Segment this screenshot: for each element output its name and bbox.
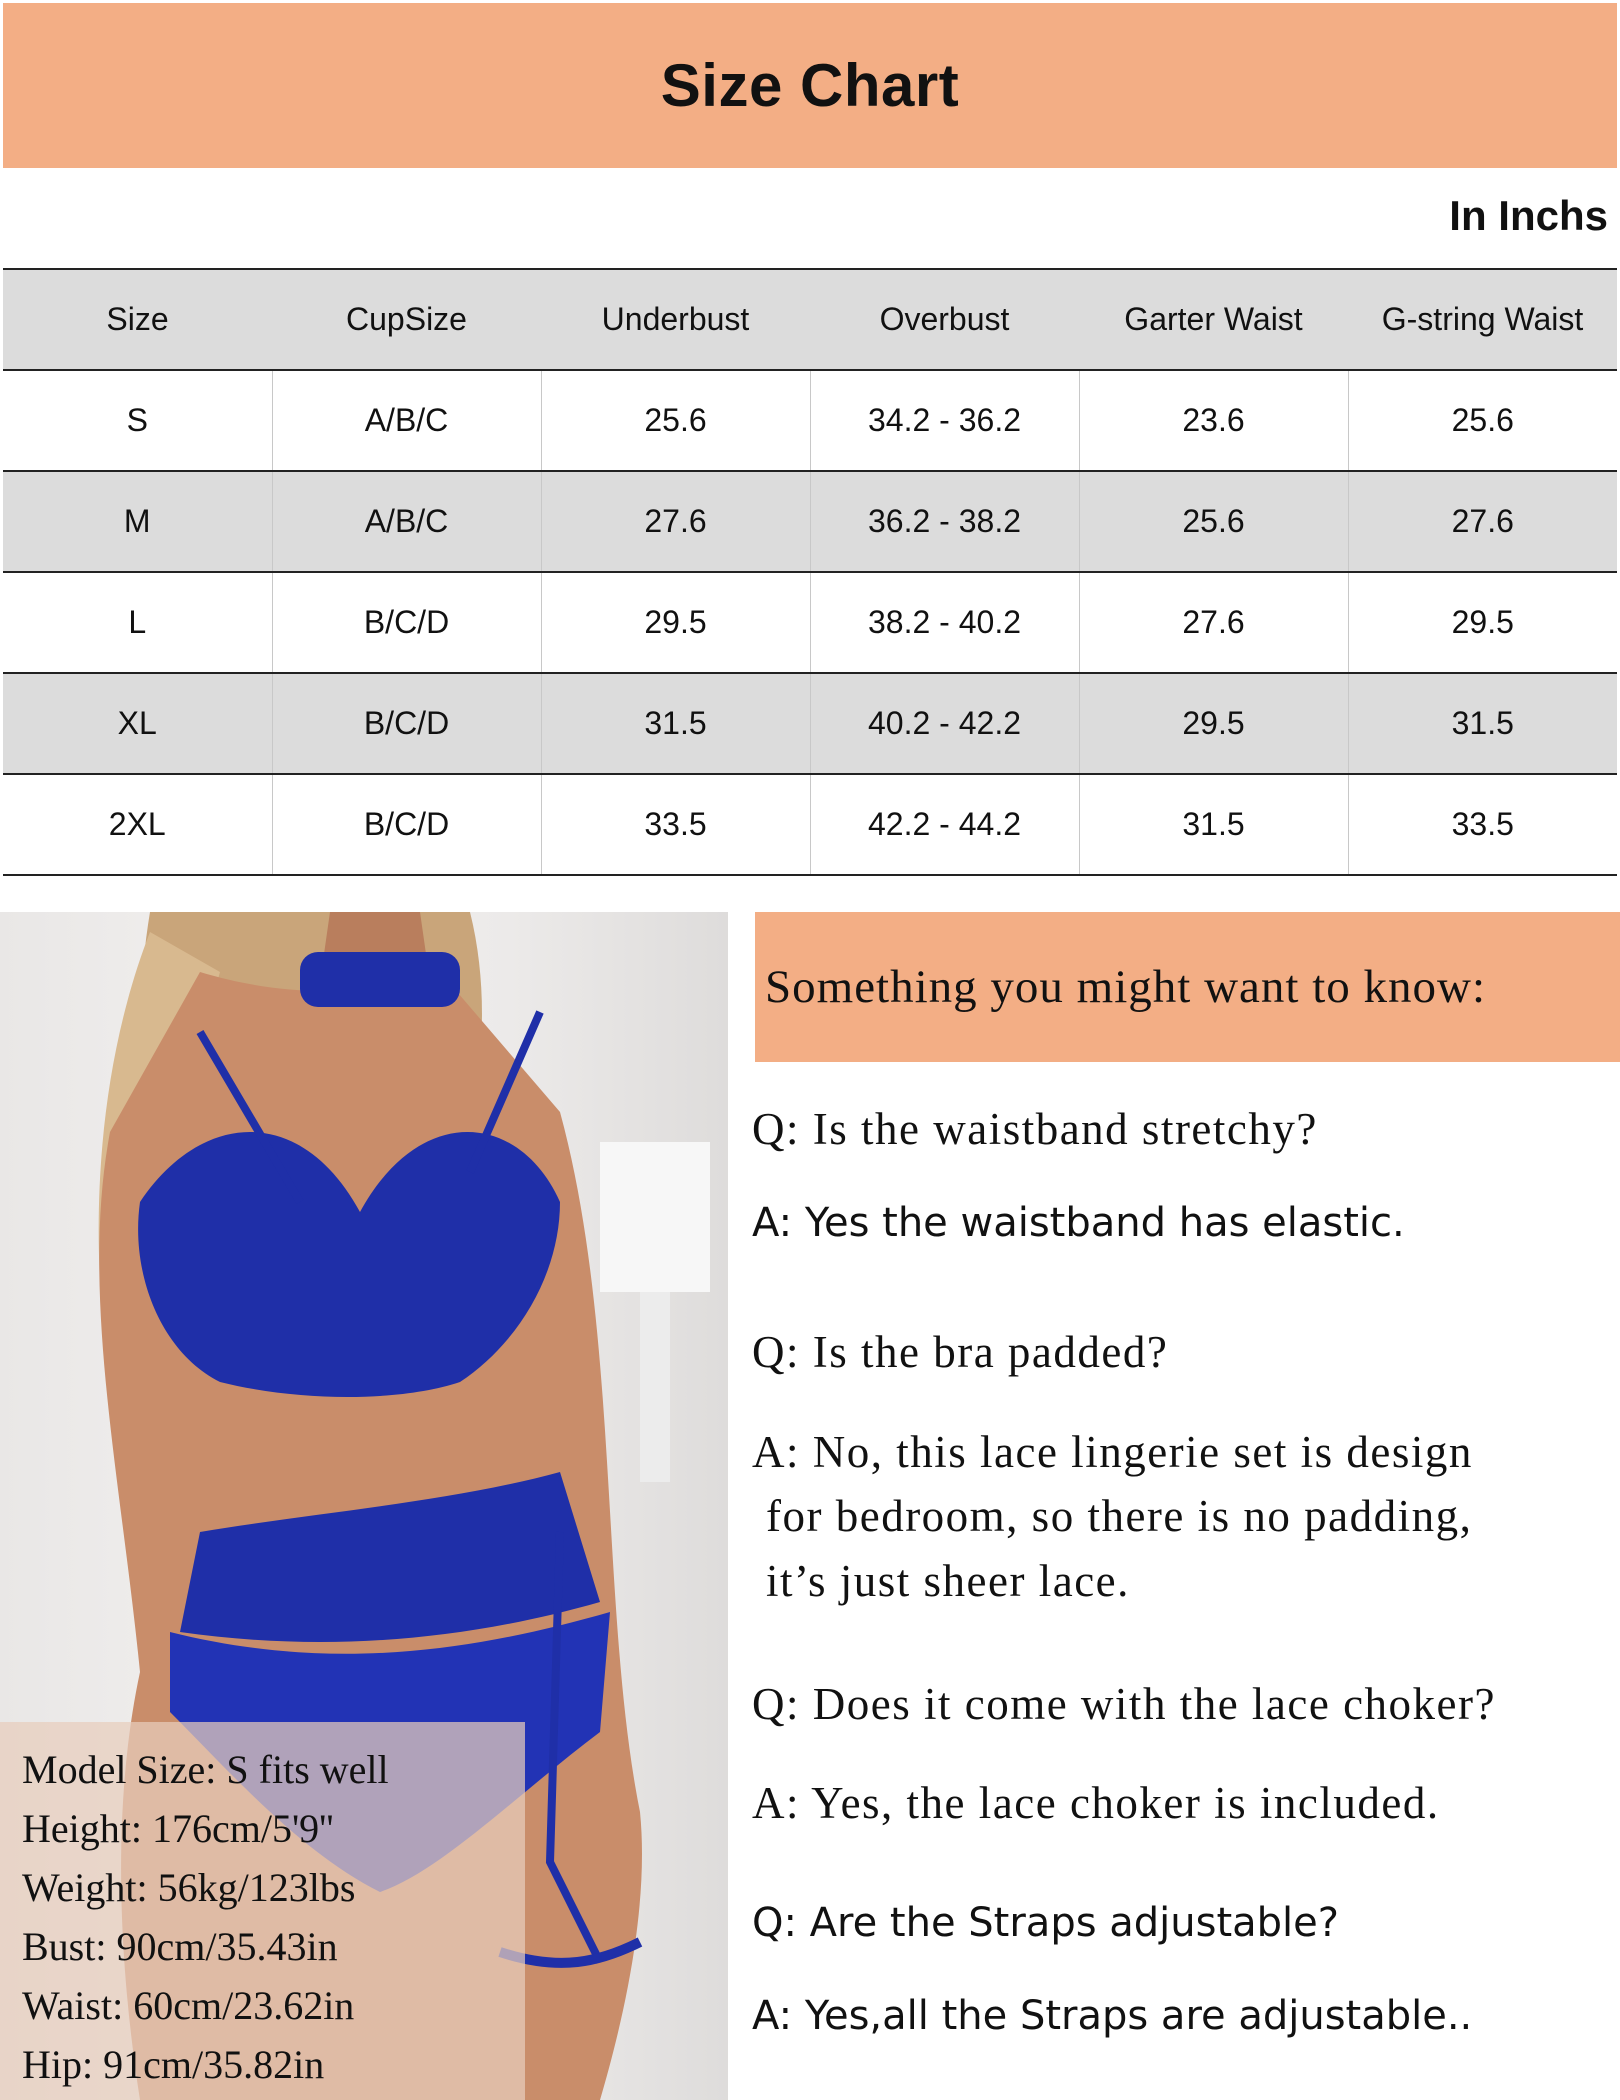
table-cell: A/B/C xyxy=(272,471,541,572)
model-size-line: Model Size: S fits well xyxy=(22,1747,389,1792)
table-cell: 38.2 - 40.2 xyxy=(810,572,1079,673)
table-row xyxy=(3,370,1617,471)
column-header: G-string Waist xyxy=(1381,301,1584,337)
table-row xyxy=(3,572,1617,673)
table-cell: 36.2 - 38.2 xyxy=(810,471,1079,572)
table-row xyxy=(3,471,1617,572)
table-cell: 31.5 xyxy=(1079,774,1348,875)
table-cell: 31.5 xyxy=(541,673,810,774)
faq-heading-banner xyxy=(755,912,1620,1062)
table-cell: 23.6 xyxy=(1079,370,1348,471)
page-title: Size Chart xyxy=(660,52,960,119)
lamp-shade xyxy=(600,1142,710,1292)
table-cell: 29.5 xyxy=(541,572,810,673)
column-header: Overbust xyxy=(879,301,1010,337)
model-bust-line: Bust: 90cm/35.43in xyxy=(22,1924,338,1969)
table-cell: B/C/D xyxy=(272,673,541,774)
table-cell: 27.6 xyxy=(1348,471,1617,572)
table-cell: 27.6 xyxy=(541,471,810,572)
table-cell: 25.6 xyxy=(1079,471,1348,572)
table-cell: B/C/D xyxy=(272,774,541,875)
faq-question-4: Q: Are the Straps adjustable? xyxy=(752,1900,1340,1946)
faq-question-2: Q: Is the bra padded? xyxy=(752,1327,1169,1377)
table-cell: 33.5 xyxy=(541,774,810,875)
table-cell: M xyxy=(123,503,151,539)
table-cell: 31.5 xyxy=(1348,673,1617,774)
model-waist-line: Waist: 60cm/23.62in xyxy=(22,1983,355,2028)
model-size-info xyxy=(0,1722,525,2100)
table-cell: 29.5 xyxy=(1348,572,1617,673)
size-chart-table xyxy=(3,268,1617,876)
column-header: Garter Waist xyxy=(1124,301,1303,337)
table-cell: 29.5 xyxy=(1079,673,1348,774)
faq-answer-2-line-2: for bedroom, so there is no padding, xyxy=(766,1491,1473,1541)
table-cell: 34.2 - 36.2 xyxy=(810,370,1079,471)
faq-answer-1: A: Yes the waistband has elastic. xyxy=(752,1200,1405,1246)
model-weight-line: Weight: 56kg/123lbs xyxy=(22,1865,356,1910)
table-cell: 25.6 xyxy=(541,370,810,471)
table-cell: 27.6 xyxy=(1079,572,1348,673)
table-cell: A/B/C xyxy=(272,370,541,471)
lamp-stand xyxy=(640,1292,670,1482)
faq-answer-4: A: Yes,all the Straps are adjustable.. xyxy=(752,1993,1473,2039)
column-header: Underbust xyxy=(601,301,750,337)
faq-heading: Something you might want to know: xyxy=(765,961,1487,1013)
unit-label: In Inchs xyxy=(1449,192,1608,239)
faq-answer-3: A: Yes, the lace choker is included. xyxy=(752,1778,1440,1828)
table-cell: B/C/D xyxy=(272,572,541,673)
table-cell: 33.5 xyxy=(1348,774,1617,875)
table-cell: S xyxy=(126,402,148,438)
table-cell: 42.2 - 44.2 xyxy=(810,774,1079,875)
column-header: CupSize xyxy=(346,301,467,337)
model-hip-line: Hip: 91cm/35.82in xyxy=(22,2042,325,2087)
table-cell: 40.2 - 42.2 xyxy=(810,673,1079,774)
faq-question-3: Q: Does it come with the lace choker? xyxy=(752,1679,1496,1729)
faq-answer-2-line-1: A: No, this lace lingerie set is design xyxy=(752,1427,1473,1477)
lace-choker xyxy=(300,952,460,1007)
model-height-line: Height: 176cm/5'9'' xyxy=(22,1806,334,1851)
table-cell: L xyxy=(128,604,147,640)
table-cell: 2XL xyxy=(108,806,166,842)
table-row xyxy=(3,673,1617,774)
table-cell: XL xyxy=(117,705,157,741)
faq-answer-2-line-3: it’s just sheer lace. xyxy=(766,1556,1130,1606)
title-banner xyxy=(3,3,1617,168)
faq-question-1: Q: Is the waistband stretchy? xyxy=(752,1104,1318,1154)
table-cell: 25.6 xyxy=(1348,370,1617,471)
table-header-row xyxy=(3,269,1617,370)
column-header: Size xyxy=(106,301,169,337)
table-row xyxy=(3,774,1617,875)
